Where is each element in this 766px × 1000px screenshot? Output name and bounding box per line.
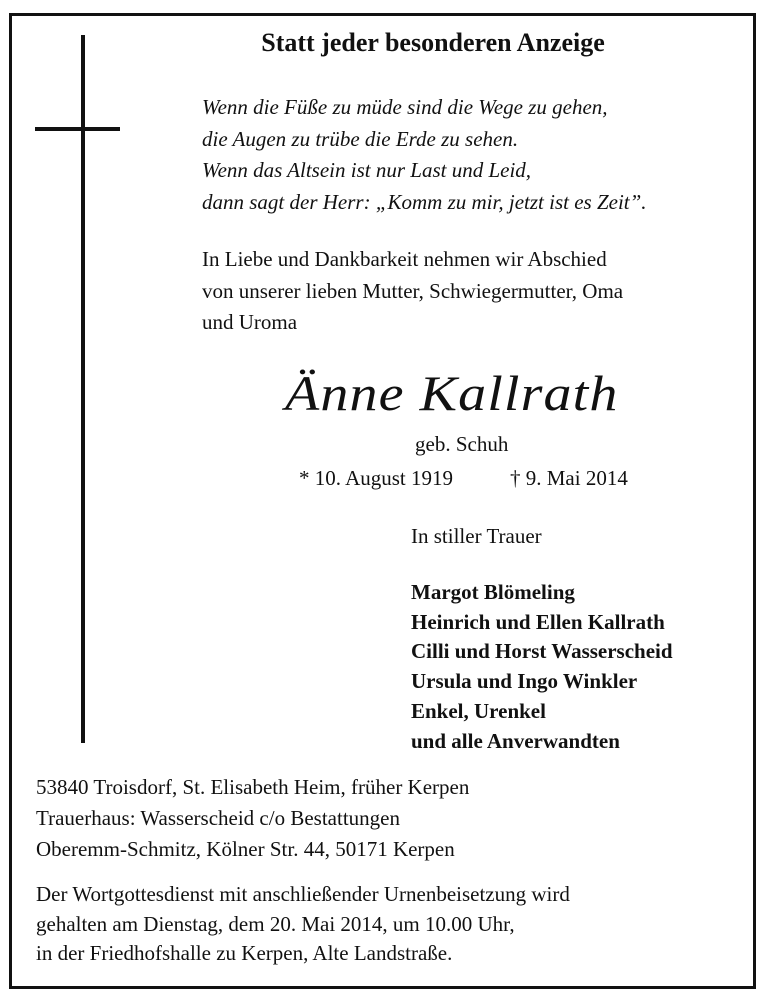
farewell-line: In Liebe und Dankbarkeit nehmen wir Abschied xyxy=(202,247,607,271)
service-line: gehalten am Dienstag, dem 20. Mai 2014, um 10.00 Uhr, xyxy=(36,911,515,936)
service-notice xyxy=(36,880,570,969)
cross-horizontal-bar xyxy=(35,127,120,131)
mourner-item: Cilli und Horst Wasserscheid xyxy=(411,639,673,664)
cross-vertical-bar xyxy=(81,35,85,743)
poem-line: Wenn das Altsein ist nur Last und Leid, xyxy=(202,158,532,182)
mourner-item: Heinrich und Ellen Kallrath xyxy=(411,609,665,634)
farewell-line: und Uroma xyxy=(202,310,298,334)
mourners-list xyxy=(411,578,673,756)
poem xyxy=(202,92,647,218)
birth-name: geb. Schuh xyxy=(415,432,509,456)
address-line: Trauerhaus: Wasserscheid c/o Bestattungen xyxy=(36,806,400,830)
deceased-name: Änne Kallrath xyxy=(285,365,619,421)
service-line: in der Friedhofshalle zu Kerpen, Alte Landstraße. xyxy=(36,941,453,965)
death-date: † 9. Mai 2014 xyxy=(510,466,628,490)
mourning-heading: In stiller Trauer xyxy=(411,524,542,548)
poem-line: Wenn die Füße zu müde sind die Wege zu gehen, xyxy=(202,95,608,119)
headline: Statt jeder besonderen Anzeige xyxy=(261,28,605,57)
address-line: Oberemm-Schmitz, Kölner Str. 44, 50171 Kerpen xyxy=(36,837,455,861)
address-block xyxy=(36,772,469,865)
poem-line: dann sagt der Herr: „Komm zu mir, jetzt ist es Zeit”. xyxy=(202,189,647,214)
mourner-item: Enkel, Urenkel xyxy=(411,698,546,723)
birth-date: * 10. August 1919 xyxy=(299,466,454,490)
address-line: 53840 Troisdorf, St. Elisabeth Heim, früher Kerpen xyxy=(36,775,470,799)
service-line: Der Wortgottesdienst mit anschließender Urnenbeisetzung wird xyxy=(36,882,570,906)
mourner-item: Ursula und Ingo Winkler xyxy=(411,669,638,694)
poem-line: die Augen zu trübe die Erde zu sehen. xyxy=(202,126,519,151)
farewell-text xyxy=(202,244,623,339)
mourner-item: und alle Anverwandten xyxy=(411,728,620,753)
farewell-line: von unserer lieben Mutter, Schwiegermutter, Oma xyxy=(202,278,624,303)
mourner-item: Margot Blömeling xyxy=(411,580,575,604)
